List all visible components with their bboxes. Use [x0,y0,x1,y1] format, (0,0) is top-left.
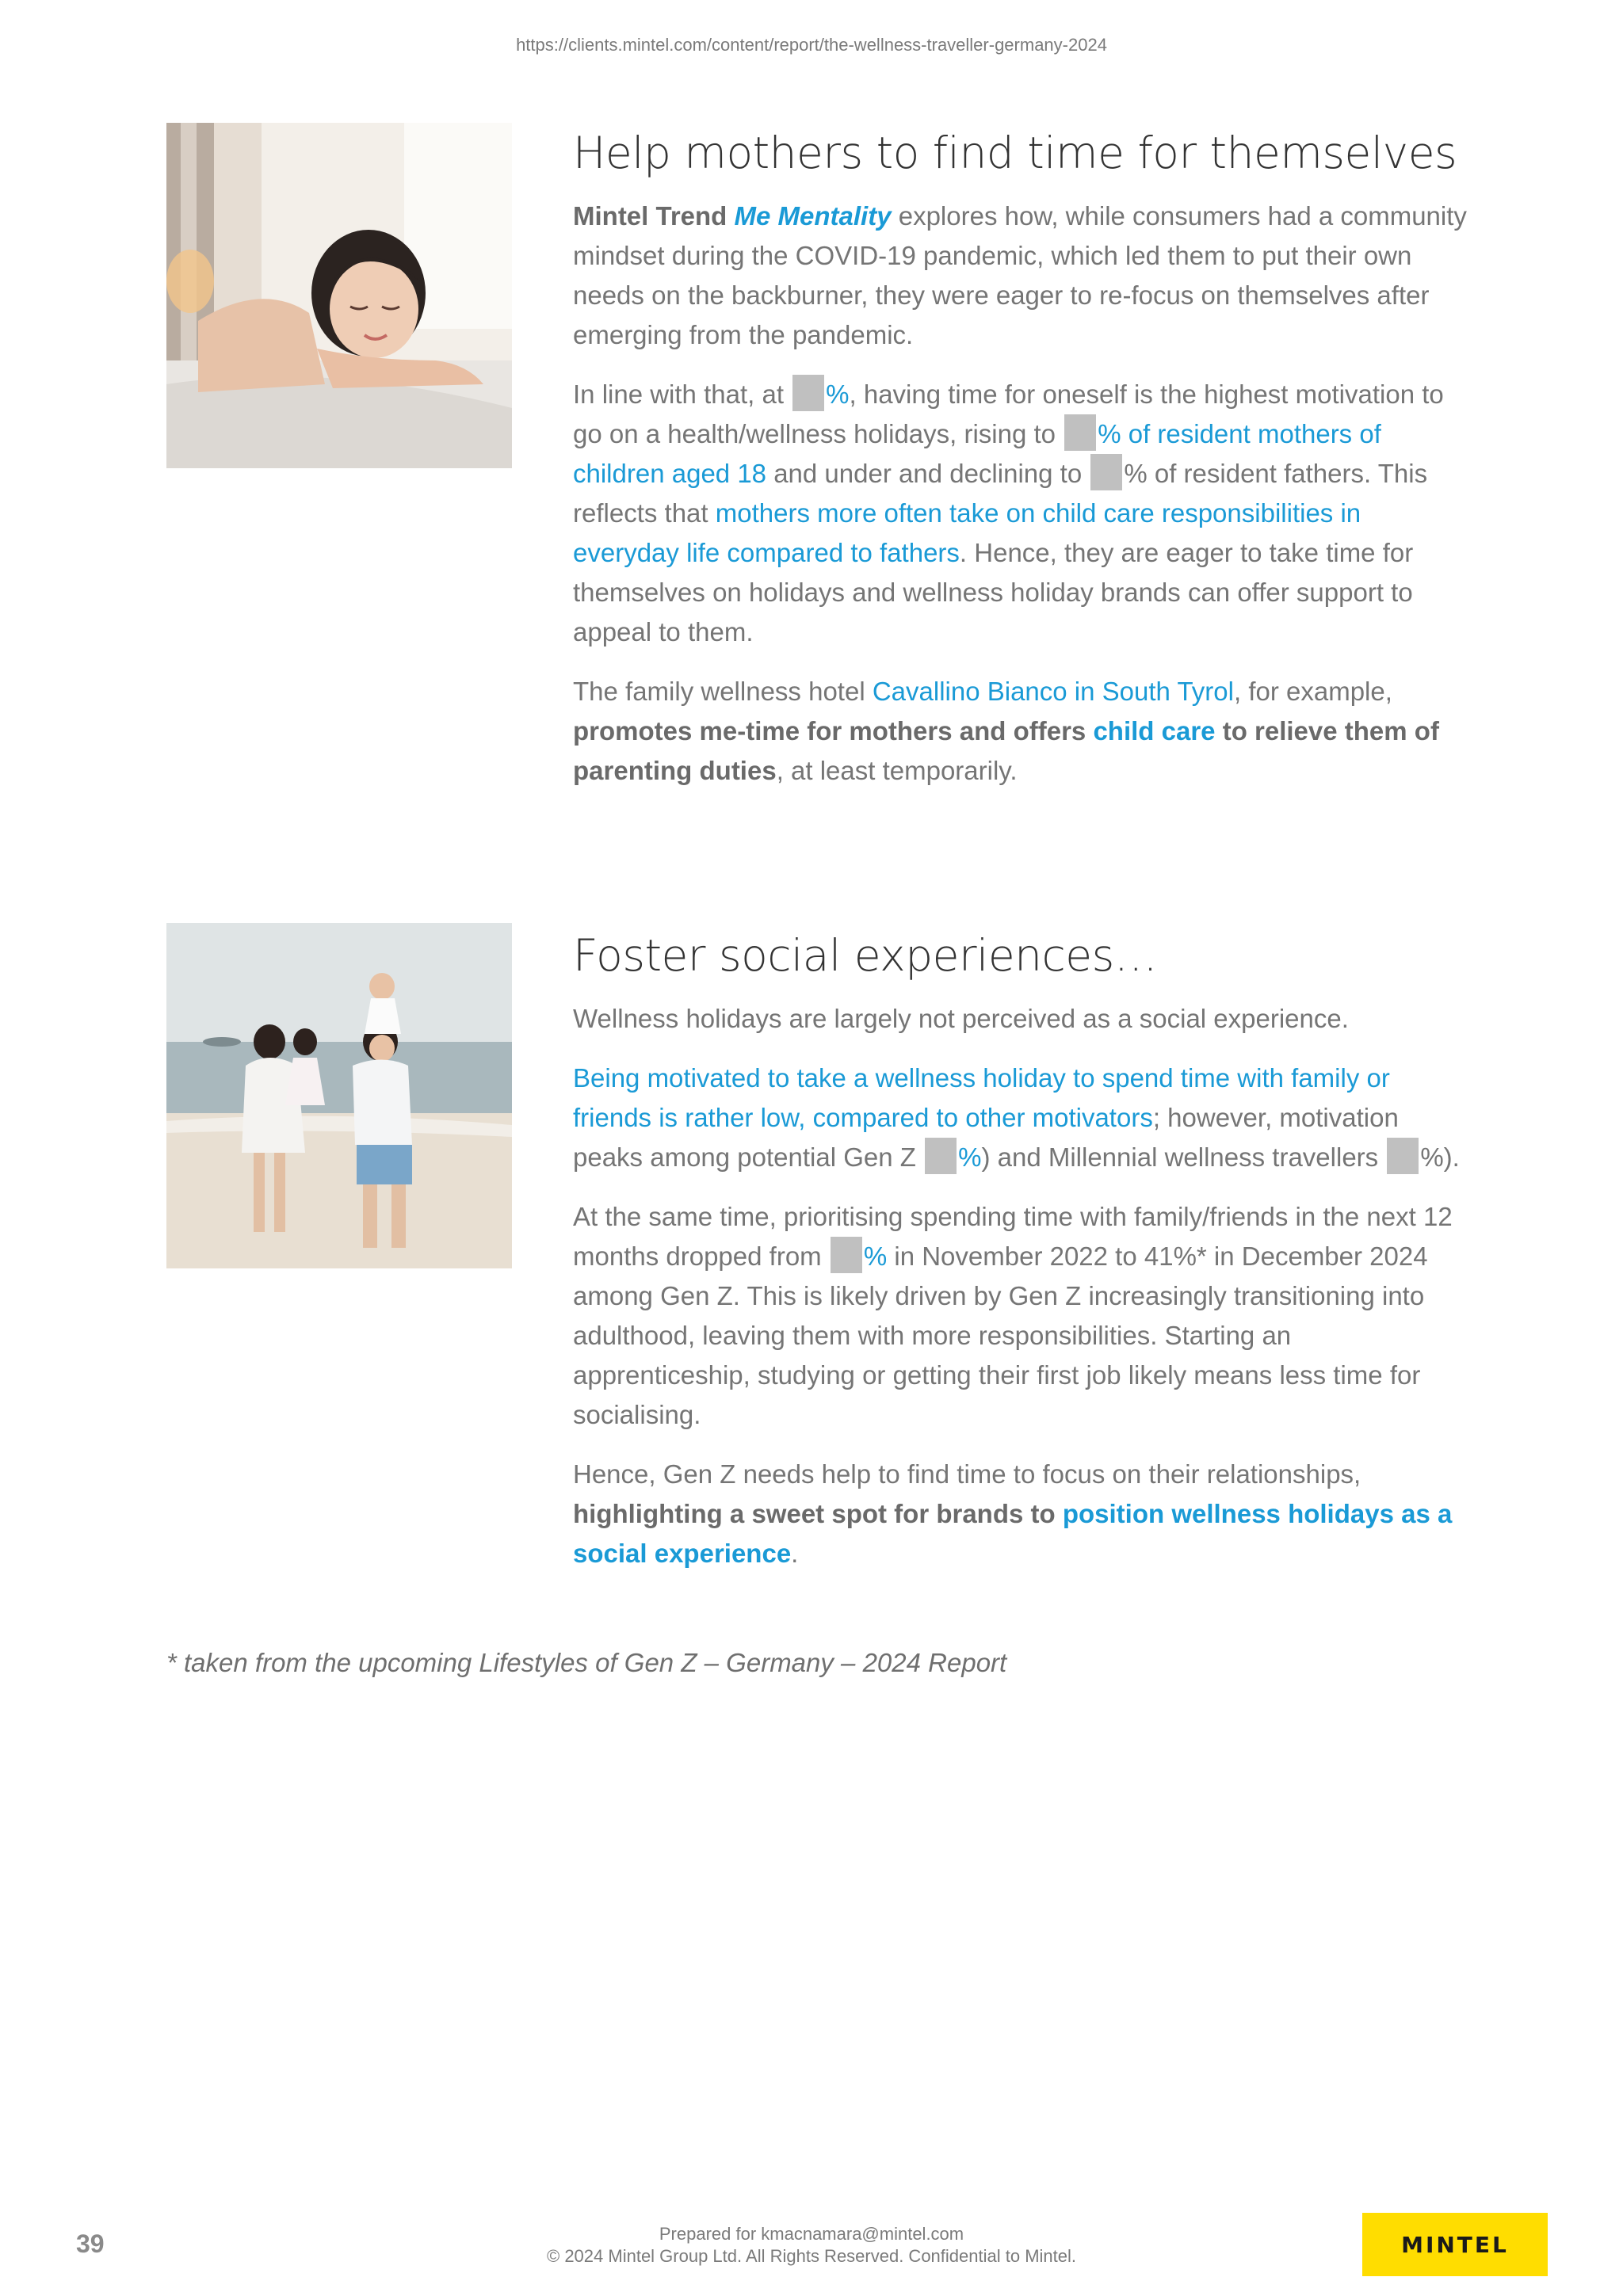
report-url: https://clients.mintel.com/content/report/the-wellness-traveller-germany-2024 [516,35,1107,55]
paragraph [573,375,1468,652]
copyright: © 2024 Mintel Group Ltd. All Rights Reserved. Confidential to Mintel. [547,2246,1076,2266]
text-run: Being motivated to take a wellness holiday to spend time with family or friends is rather low, compared to other motivators [573,1063,1390,1132]
paragraph [573,672,1468,791]
text-run: . Hence, they are eager to take time for themselves on holidays and wellness holiday brands can offer support to appeal to them. [573,538,1414,646]
text-run: % [863,1241,888,1271]
paragraph: Wellness holidays are largely not perceived as a social experience. [573,1004,1349,1033]
mintel-logo: MINTEL [1362,2213,1548,2276]
paragraph [573,1197,1468,1435]
redacted-value [1064,414,1096,451]
text-run: % [958,1142,982,1172]
text-run: to relieve them of parenting duties [573,716,1439,785]
section-title-mothers: Help mothers to find time for themselves [573,128,1457,178]
text-run: At the same time, prioritising spending time with family/friends in the next 12 months dropped from [573,1202,1453,1271]
section-title-social: Foster social experiences… [573,930,1158,981]
text-run: , at least temporarily. [776,756,1018,785]
prepared-for: Prepared for kmacnamara@mintel.com [659,2224,964,2244]
redacted-value [1387,1138,1419,1174]
section-mothers [573,127,1468,810]
spa-photo [166,123,512,468]
text-run: in November 2022 to 41%* in December 2024 among Gen Z. This is likely driven by Gen Z increasingly transitioning into adulthood, leaving them with more responsibilities. Starting an apprenticeship, studying or getting their first job likely means less time for socialising. [573,1241,1428,1429]
text-run: and under and declining to [766,459,1090,488]
paragraph [573,1455,1468,1573]
text-run: highlighting a sweet spot for brands to [573,1499,1063,1528]
text-run: , for example, [1233,677,1392,706]
text-run: promotes me-time for mothers and offers [573,716,1094,746]
text-run: ) and Millennial wellness travellers [981,1142,1386,1172]
redacted-value [831,1237,862,1273]
hotel-link[interactable]: Cavallino Bianco in South Tyrol [872,677,1234,706]
text-run: explores how, while consumers had a community mindset during the COVID-19 pandemic, which led them to put their own needs on the backburner, they were eager to re-focus on themselves after emerging from the pandemic. [573,201,1467,349]
trend-link[interactable]: Me Mentality [734,201,892,231]
text-run: Mintel Trend [573,201,735,231]
text-run: Hence, Gen Z needs help to find time to focus on their relationships, [573,1459,1361,1489]
footnote: * taken from the upcoming Lifestyles of Gen Z – Germany – 2024 Report [166,1648,1007,1677]
section-social [573,929,1468,1593]
family-beach-photo [166,923,512,1268]
text-run: . [791,1539,799,1568]
text-run: % of resident mothers of children aged 18 [573,419,1381,488]
social-experience-link[interactable]: position wellness holidays as a social experience [573,1499,1453,1568]
text-run: In line with that, at [573,379,792,409]
text-run: mothers more often take on child care responsibilities in everyday life compared to fathers [573,498,1361,567]
text-run: % [826,379,850,409]
text-run: %). [1420,1142,1460,1172]
redacted-value [1090,454,1122,490]
redacted-value [925,1138,957,1174]
text-run: % of resident fathers. This reflects that [573,459,1428,528]
text-run: , having time for oneself is the highest motivation to go on a health/wellness holidays, rising to [573,379,1444,448]
child-care-link[interactable]: child care [1093,716,1216,746]
paragraph [573,1058,1468,1177]
redacted-value [792,375,824,411]
paragraph [573,196,1468,355]
page-number: 39 [76,2229,105,2258]
text-run: ; however, motivation peaks among potential Gen Z [573,1103,1399,1172]
text-run: The family wellness hotel [573,677,873,706]
